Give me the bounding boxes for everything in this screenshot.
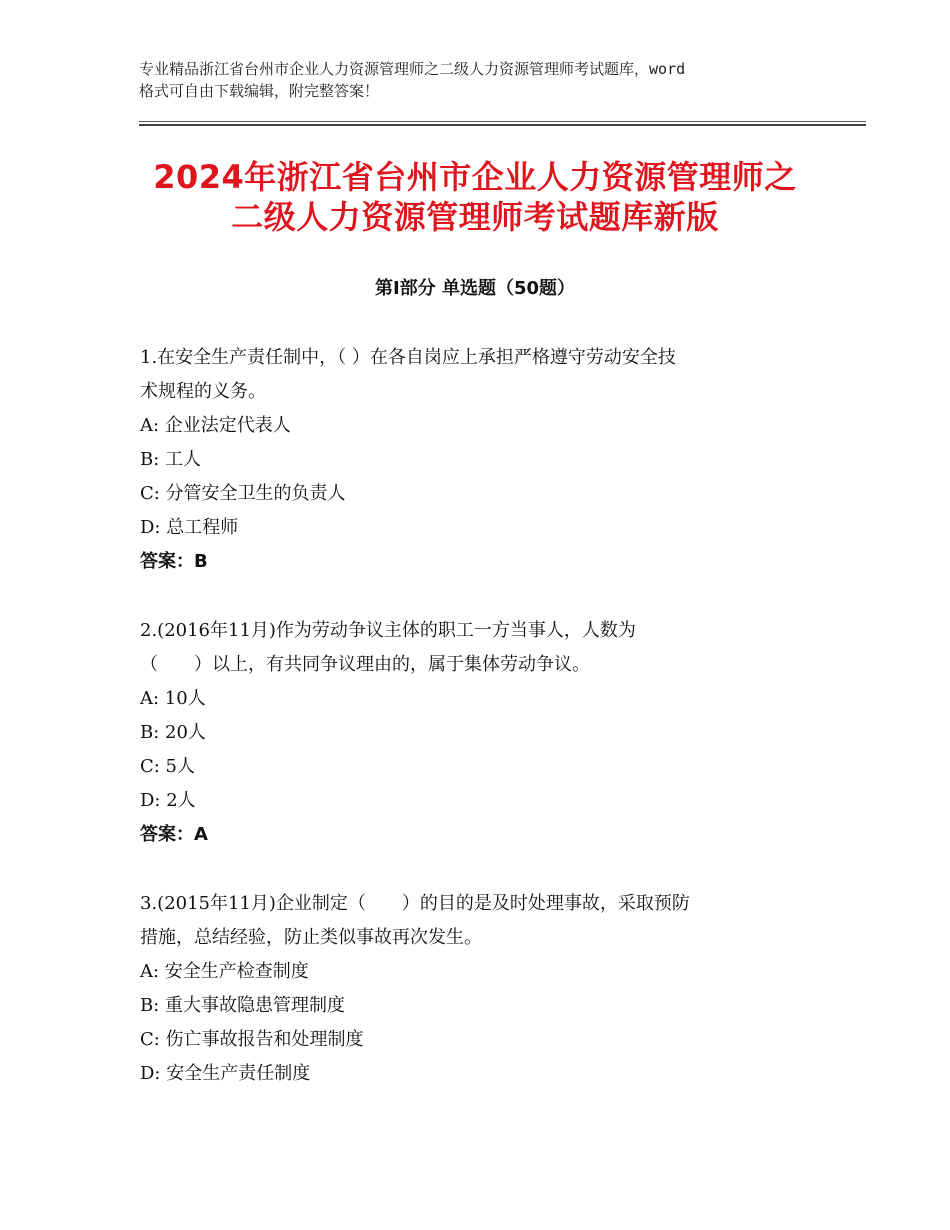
option-a: A: 10人 xyxy=(140,688,206,709)
question-stem-line: 2.(2016年11月)作为劳动争议主体的职工一方当事人，人数为 xyxy=(140,620,636,641)
option-d: D: 总工程师 xyxy=(140,517,239,538)
option-b: B: 20人 xyxy=(140,722,206,743)
option-a: A: 安全生产检查制度 xyxy=(140,961,309,982)
option-a: A: 企业法定代表人 xyxy=(140,415,291,436)
header-note xyxy=(139,58,839,102)
option-b: B: 工人 xyxy=(140,449,202,470)
option-d: D: 安全生产责任制度 xyxy=(140,1063,311,1084)
question-stem-line: （ ）以上，有共同争议理由的，属于集体劳动争议。 xyxy=(140,654,590,675)
option-b: B: 重大事故隐患管理制度 xyxy=(140,995,346,1016)
option-c: C: 伤亡事故报告和处理制度 xyxy=(140,1029,364,1050)
document-title xyxy=(100,157,850,237)
header-note-line-1: 专业精品浙江省台州市企业人力资源管理师之二级人力资源管理师考试题库，word xyxy=(139,60,686,78)
answer: 答案：A xyxy=(140,824,208,845)
question-2 xyxy=(140,614,820,852)
question-stem-line: 3.(2015年11月)企业制定（ ）的目的是及时处理事故，采取预防 xyxy=(140,893,690,914)
question-stem-line: 措施，总结经验，防止类似事故再次发生。 xyxy=(140,927,482,948)
option-d: D: 2人 xyxy=(140,790,196,811)
header-divider-thin xyxy=(139,121,866,122)
option-c: C: 分管安全卫生的负责人 xyxy=(140,483,346,504)
question-stem-line: 1.在安全生产责任制中，（ ）在各自岗应上承担严格遵守劳动安全技 xyxy=(140,347,676,368)
answer: 答案：B xyxy=(140,551,208,572)
document-title-line-1: 2024年浙江省台州市企业人力资源管理师之 xyxy=(153,158,797,196)
section-heading: 第Ⅰ部分 单选题（50题） xyxy=(374,278,575,299)
header-note-line-2: 格式可自由下载编辑，附完整答案！ xyxy=(139,82,380,100)
question-3 xyxy=(140,887,820,1091)
question-stem-line: 术规程的义务。 xyxy=(140,381,266,402)
header-divider-thick xyxy=(139,124,866,126)
question-1 xyxy=(140,341,820,579)
document-title-line-2: 二级人力资源管理师考试题库新版 xyxy=(231,198,719,236)
option-c: C: 5人 xyxy=(140,756,196,777)
